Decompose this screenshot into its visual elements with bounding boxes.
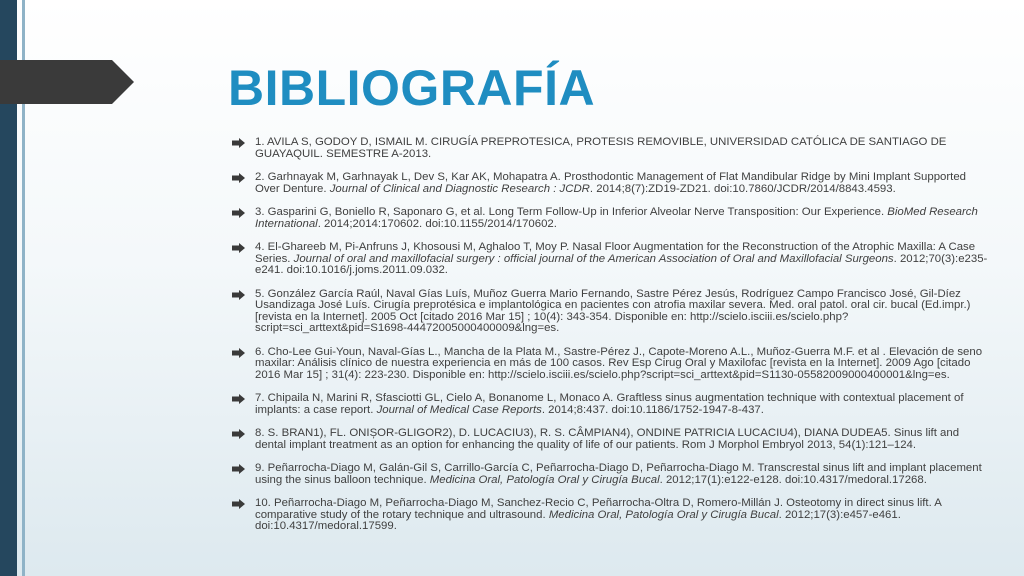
reference-authors-title: 10. Peñarrocha-Diago M, Peñarrocha-Diago M, Sanchez-Recio C, Peñarrocha-Oltra D, Romero-Millán J. Osteotomy in direct sinus lift. A comparative study of the rotary technique and ultrasound. [255,497,942,521]
right-arrow-bullet-icon [232,290,245,300]
right-arrow-bullet-icon [232,348,245,358]
reference-text: 6. Cho-Lee Gui-Youn, Naval-Gías L., Mancha de la Plata M., Sastre-Pérez J., Capote-Moreno A.L., Muñoz-Guerra M.F. et al . Elevación de seno maxilar: Análisis clínico de nuestra experiencia en más de 100 casos. Rev Esp Cirug Oral y Maxilofac [revista en la Internet]. 2009 Ago [citado 2016 Mar 15] ; 31(4): 223-230. Disponible en: http://scielo.isciii.es/scielo.php?script=sci_arttext&pid=S1130-05582009000400001&lng=es. [255,345,983,381]
reference-journal: Medicina Oral, Patología Oral y Cirugía Bucal [429,473,660,486]
right-arrow-bullet-icon [232,208,245,218]
reference-details: . 2012;70(3):e235-e241. doi:10.1016/j.joms.2011.09.032. [255,252,988,277]
reference-journal: Journal of oral and maxillofacial surgery : official journal of the American Association of Oral and Maxillofacial Surgeons [293,252,894,265]
reference-item [232,393,992,416]
reference-text: 1. AVILA S, GODOY D, ISMAIL M. CIRUGÍA PREPROTESICA, PROTESIS REMOVIBLE, UNIVERSIDAD CATÓLICA DE SANTIAGO DE GUAYAQUIL. SEMESTRE A-2013. [255,136,947,160]
reference-text: 8. S. BRAN1), FL. ONIȘOR-GLIGOR2), D. LUCACIU3), R. S. CÂMPIAN4), ONDINE PATRICIA LUCACIU4), DIANA DUDEA5. Sinus lift and dental implant treatment as an option for enhancing the quality of life of our patients. Rom J Morphol Embryol 2013, 54(1):121–124. [255,427,960,451]
reference-list [232,137,992,545]
reference-item [232,289,992,335]
reference-details: . 2014;8:437. doi:10.1186/1752-1947-8-437. [541,403,764,416]
right-arrow-bullet-icon [232,243,245,253]
reference-item [232,242,992,277]
slide-title: BIBLIOGRAFÍA [228,60,596,116]
reference-details: . 2012;17(3):e457-e461. doi:10.4317/medoral.17599. [255,508,901,533]
reference-authors-title: 2. Garhnayak M, Garhnayak L, Dev S, Kar AK, Mohapatra A. Prosthodontic Management of Flat Mandibular Ridge by Mini Implant Supported Over Denture. [255,170,967,195]
reference-authors-title: 4. El-Ghareeb M, Pi-Anfruns J, Khosousi M, Aghaloo T, Moy P. Nasal Floor Augmentation for the Reconstruction of the Atrophic Maxilla: A Case Series. [255,240,976,265]
title-arrow-shape [0,60,134,104]
right-arrow-bullet-icon [232,429,245,439]
reference-item [232,463,992,486]
reference-journal: Journal of Clinical and Diagnostic Research : JCDR [329,182,590,195]
reference-item [232,172,992,195]
right-arrow-bullet-icon [232,499,245,509]
reference-authors-title: 3. Gasparini G, Boniello R, Saponaro G, et al. Long Term Follow-Up in Inferior Alveolar Nerve Transposition: Our Experience. [255,205,888,218]
right-arrow-bullet-icon [232,138,245,148]
reference-item [232,498,992,533]
reference-authors-title: 9. Peñarrocha-Diago M, Galán-Gil S, Carrillo-García C, Peñarrocha-Diago D, Peñarrocha-Diago M. Transcrestal sinus lift and implant placement using the sinus balloon technique. [255,462,982,486]
reference-item [232,137,992,160]
reference-details: . 2014;8(7):ZD19-ZD21. doi:10.7860/JCDR/2014/8843.4593. [589,182,896,195]
reference-text: 5. González García Raúl, Naval Gías Luís, Muñoz Guerra Mario Fernando, Sastre Pérez Jesús, Rodríguez Campo Francisco José, Gil-Díez Usandizaga José Luís. Cirugía preprotésica e implantológica en pacientes con atrofia maxilar severa. Med. oral patol. oral cir. bucal (Ed.impr.) [revista en la Internet]. 2005 Oct [citado 2016 Mar 15] ; 10(4): 343-354. Disponible en: http://scielo.isciii.es/scielo.php?script=sci_arttext&pid=S1698-44472005000400009&lng=es. [255,287,971,335]
reference-item [232,207,992,230]
reference-item [232,347,992,382]
right-arrow-bullet-icon [232,173,245,183]
right-arrow-bullet-icon [232,464,245,474]
reference-item [232,428,992,451]
reference-journal: Medicina Oral, Patología Oral y Cirugía Bucal [548,508,779,521]
right-arrow-bullet-icon [232,394,245,404]
reference-journal: BioMed Research International [255,205,978,230]
reference-details: . 2014;2014:170602. doi:10.1155/2014/170602. [317,217,557,230]
reference-journal: Journal of Medical Case Reports [376,403,542,416]
reference-details: . 2012;17(1):e122-e128. doi:10.4317/medoral.17268. [659,473,927,486]
reference-authors-title: 7. Chipaila N, Marini R, Sfasciotti GL, Cielo A, Bonanome L, Monaco A. Graftless sinus augmentation technique with contextual placement of implants: a case report. [255,392,964,416]
